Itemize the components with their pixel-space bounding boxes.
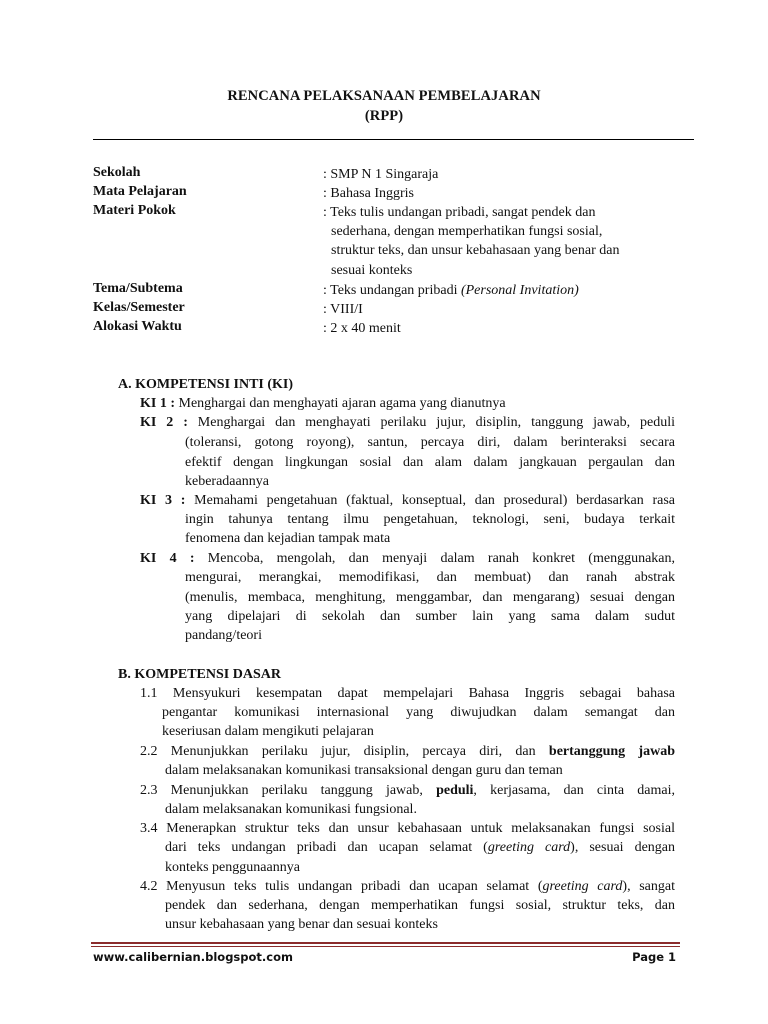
kd-2-3-text-post: , kerjasama, dan cinta damai, [473,783,676,798]
materi-line: sederhana, dengan memperhatikan fungsi sosial, [331,224,603,240]
tema-value [323,281,683,300]
document-subtitle: (RPP) [364,108,404,124]
ki2-line: (toleransi, gotong royong), santun, percaya diri, dalam berinteraksi secara [185,435,675,450]
kd-2-3-text: 2.3 Menunjukkan perilaku tanggung jawab, [140,783,437,798]
ki3-line: fenomena dan kejadian tampak mata [185,531,391,546]
kd-3-4-text: dari teks undangan pribadi dan ucapan selamat ( [165,840,488,855]
kd-2-2-bold: bertanggung jawab [548,744,675,759]
kd-4-2-text: 4.2 Menyusun teks tulis undangan pribadi dan ucapan selamat ( [140,879,543,894]
ki4-line: yang dipelajari di sekolah dan sumber lain yang sama dalam sudut [185,609,675,624]
materi-value [323,203,683,280]
ki4-line: (menulis, membaca, menghitung, menggambar, dan mengarang) sesuai dengan [185,590,675,605]
title-divider [93,139,694,140]
materi-line: struktur teks, dan unsur kebahasaan yang benar dan [331,243,620,259]
kd-3-4-text-post: ), sesuai dengan [570,840,676,855]
footer-page-number: Page 1 [632,950,676,964]
kd-3-4-italic: greeting card [487,840,571,855]
sekolah-label: Sekolah [93,165,141,180]
kd-2-2-text: 2.2 Menunjukkan perilaku jujur, disiplin, percaya diri, dan [140,744,549,759]
kd-4-2-italic: greeting card [542,879,623,894]
materi-line: : Teks tulis undangan pribadi, sangat pendek dan [323,205,596,220]
ki2-line: Menghargai dan menghayati perilaku jujur, disiplin, tanggung jawab, peduli [187,415,675,430]
footer-website: www.calibernian.blogspot.com [93,950,293,964]
materi-label: Materi Pokok [93,203,176,218]
mapel-label: Mata Pelajaran [93,184,187,199]
mapel-value: : Bahasa Inggris [323,186,414,201]
ki3-line: ingin tahunya tentang ilmu pengetahuan, teknologi, seni, budaya terkait [185,512,675,527]
kd-2-2-line: dalam melaksanakan komunikasi transaksional dengan guru dan teman [165,763,563,778]
ki3-item [140,493,675,509]
kd-2-3-line [140,783,675,799]
footer-divider-thin [91,946,680,947]
kd-3-4-line [165,840,675,856]
ki1-item [140,396,506,412]
kd-3-4-line: konteks penggunaannya [165,860,300,875]
alokasi-label: Alokasi Waktu [93,319,182,334]
kd-1-1-line: pengantar komunikasi internasional yang diwujudkan dalam semangat dan [162,705,675,720]
ki4-line: pandang/teori [185,628,262,643]
ki2-line: efektif dengan lingkungan sosial dan alam dalam jangkauan pergaulan dan [185,455,675,470]
section-a-heading: A. KOMPETENSI INTI (KI) [118,377,294,392]
ki4-label: KI 4 : [140,551,195,566]
materi-line: sesuai konteks [331,262,413,278]
ki2-item [140,415,675,431]
kd-4-2-line [140,879,675,895]
ki2-line: keberadaannya [185,474,269,489]
tema-label: Tema/Subtema [93,281,183,296]
section-b-heading: B. KOMPETENSI DASAR [118,667,281,682]
kd-4-2-line: pendek dan sederhana, dengan memperhatikan fungsi sosial, struktur teks, dan [165,898,675,913]
kd-3-4-line: 3.4 Menerapkan struktur teks dan unsur kebahasaan untuk melaksanakan fungsi sosial [140,821,675,836]
kd-2-3-bold: peduli [436,783,474,798]
ki3-label: KI 3 : [140,493,186,508]
document-title: RENCANA PELAKSANAAN PEMBELAJARAN [227,88,541,104]
kd-4-2-line: unsur kebahasaan yang benar dan sesuai konteks [165,917,438,932]
kd-2-2-line [140,744,675,760]
kd-1-1-line: keseriusan dalam mengikuti pelajaran [162,724,374,739]
kelas-label: Kelas/Semester [93,300,185,315]
ki1-text: Menghargai dan menghayati ajaran agama yang dianutnya [175,396,506,411]
kelas-value: : VIII/I [323,302,363,317]
ki1-label: KI 1 : [140,396,175,411]
footer-divider [91,942,680,944]
ki4-line: Mencoba, mengolah, dan menyaji dalam ranah konkret (menggunakan, [194,551,675,566]
ki3-line: Memahami pengetahuan (faktual, konseptual, dan prosedural) berdasarkan rasa [185,493,675,508]
ki4-line: mengurai, merangkai, memodifikasi, dan membuat) dan ranah abstrak [185,570,675,585]
kd-1-1-line: 1.1 Mensyukuri kesempatan dapat mempelajari Bahasa Inggris sebagai bahasa [140,686,675,701]
tema-value-italic: (Personal Invitation) [460,283,579,298]
kd-2-3-line: dalam melaksanakan komunikasi fungsional. [165,802,417,817]
tema-value-text: : Teks undangan pribadi [323,283,461,298]
ki2-label: KI 2 : [140,415,188,430]
sekolah-value: : SMP N 1 Singaraja [323,167,439,182]
kd-4-2-text-post: ), sangat [622,879,675,894]
ki4-item [140,551,675,567]
alokasi-value: : 2 x 40 menit [323,321,401,336]
